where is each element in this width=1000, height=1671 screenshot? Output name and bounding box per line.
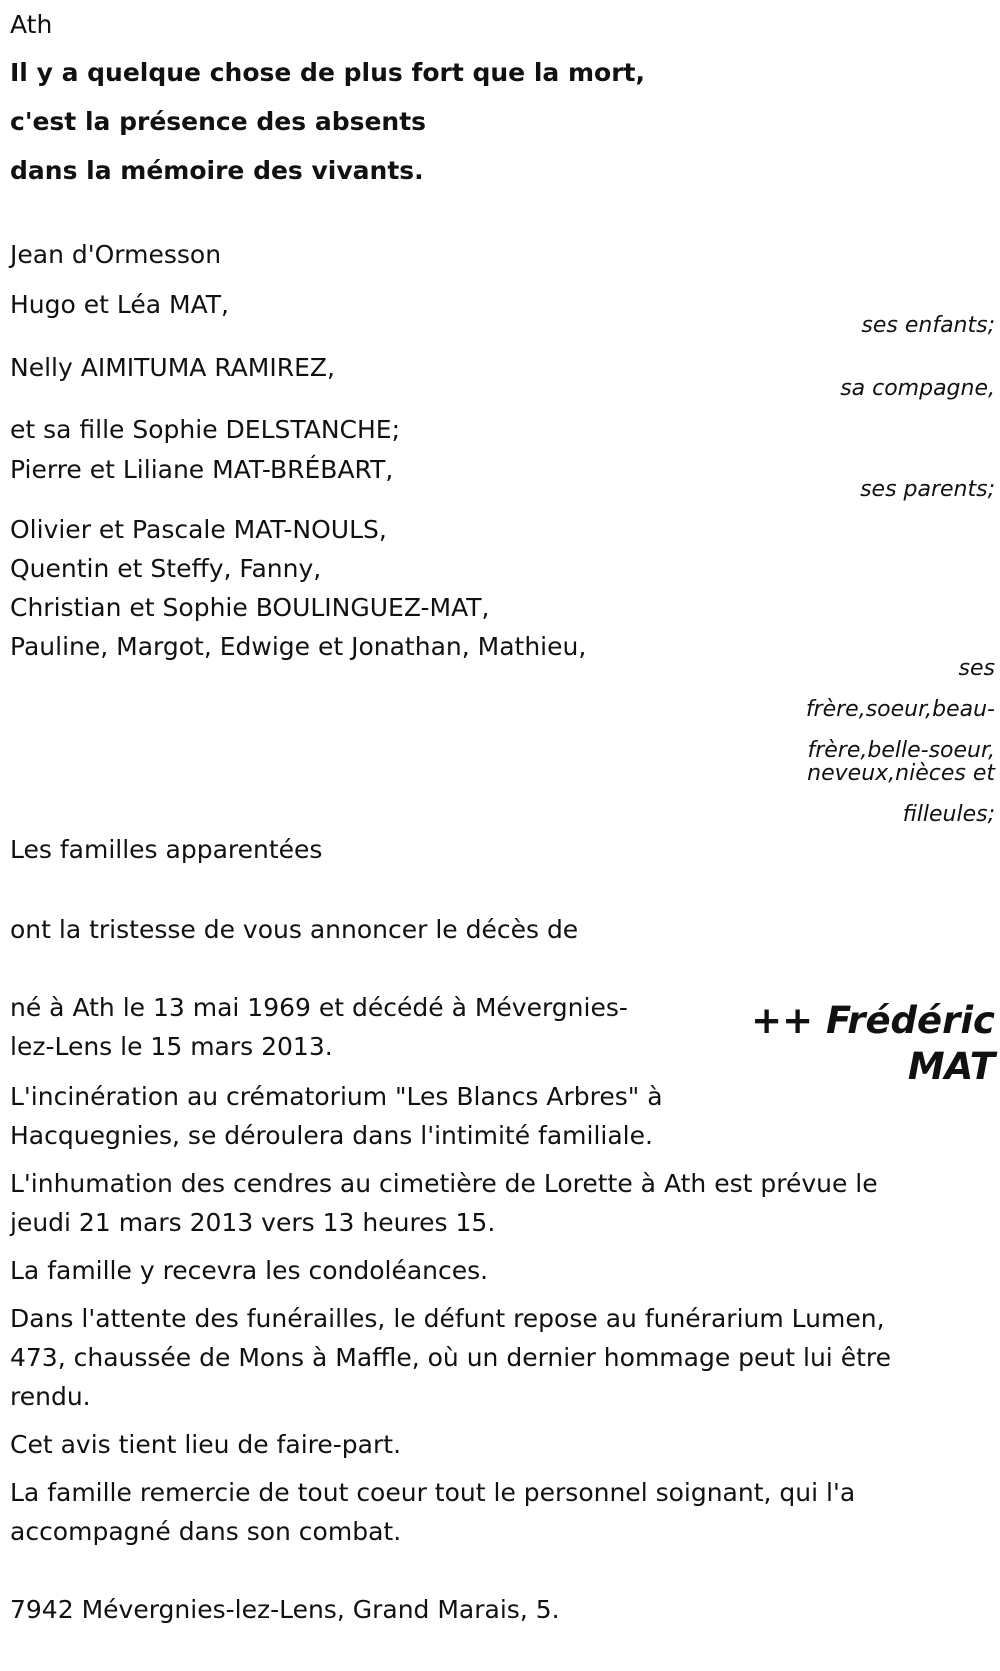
birth-death-line-2: lez-Lens le 15 mars 2013. (10, 1032, 333, 1061)
announcement: ont la tristesse de vous annoncer le décès de (10, 915, 579, 944)
address: 7942 Mévergnies-lez-Lens, Grand Marais, 5. (10, 1595, 560, 1624)
cremation-line-1: L'incinération au crématorium "Les Blancs Arbres" à (10, 1082, 663, 1111)
condolences: La famille y recevra les condoléances. (10, 1256, 489, 1285)
siblings-role-line-1: ses (958, 656, 995, 681)
cremation-line-2: Hacquegnies, se déroulera dans l'intimité familiale. (10, 1121, 653, 1150)
funerarium-line-2: 473, chaussée de Mons à Maffle, où un dernier hommage peut lui être (10, 1343, 891, 1372)
birth-death-line-1: né à Ath le 13 mai 1969 et décédé à Mévergnies- (10, 993, 628, 1022)
siblings-line-3: Christian et Sophie BOULINGUEZ-MAT, (10, 593, 490, 622)
siblings-role-line-4: neveux,nièces et (807, 761, 995, 786)
inhumation-line-2: jeudi 21 mars 2013 vers 13 heures 15. (10, 1208, 496, 1237)
parents-names: Pierre et Liliane MAT-BRÉBART, (10, 455, 394, 484)
parents-role: ses parents; (860, 477, 995, 502)
quote-line-3: dans la mémoire des vivants. (10, 156, 424, 185)
funerarium-line-3: rendu. (10, 1382, 91, 1411)
deceased-name: ++ Frédéric MAT (751, 999, 995, 1088)
siblings-line-2: Quentin et Steffy, Fanny, (10, 554, 322, 583)
related-families: Les familles apparentées (10, 835, 323, 864)
siblings-role-line-5: filleules; (902, 802, 995, 827)
notice: Cet avis tient lieu de faire-part. (10, 1430, 402, 1459)
partner-role: sa compagne, (840, 376, 995, 401)
partner-daughter: et sa fille Sophie DELSTANCHE; (10, 415, 400, 444)
siblings-role-line-2: frère,soeur,beau- (805, 697, 995, 722)
quote-author: Jean d'Ormesson (10, 240, 222, 269)
children-names: Hugo et Léa MAT, (10, 290, 229, 319)
quote-line-1: Il y a quelque chose de plus fort que la mort, (10, 58, 645, 87)
thanks-line-1: La famille remercie de tout coeur tout le personnel soignant, qui l'a (10, 1478, 856, 1507)
siblings-line-1: Olivier et Pascale MAT-NOULS, (10, 515, 387, 544)
children-role: ses enfants; (861, 313, 995, 338)
place: Ath (10, 10, 53, 39)
siblings-role-line-3: frère,belle-soeur, (807, 738, 995, 763)
quote-line-2: c'est la présence des absents (10, 107, 427, 136)
inhumation-line-1: L'inhumation des cendres au cimetière de Lorette à Ath est prévue le (10, 1169, 878, 1198)
siblings-line-4: Pauline, Margot, Edwige et Jonathan, Mathieu, (10, 632, 587, 661)
funerarium-line-1: Dans l'attente des funérailles, le défunt repose au funérarium Lumen, (10, 1304, 885, 1333)
thanks-line-2: accompagné dans son combat. (10, 1517, 402, 1546)
partner-name: Nelly AIMITUMA RAMIREZ, (10, 353, 335, 382)
